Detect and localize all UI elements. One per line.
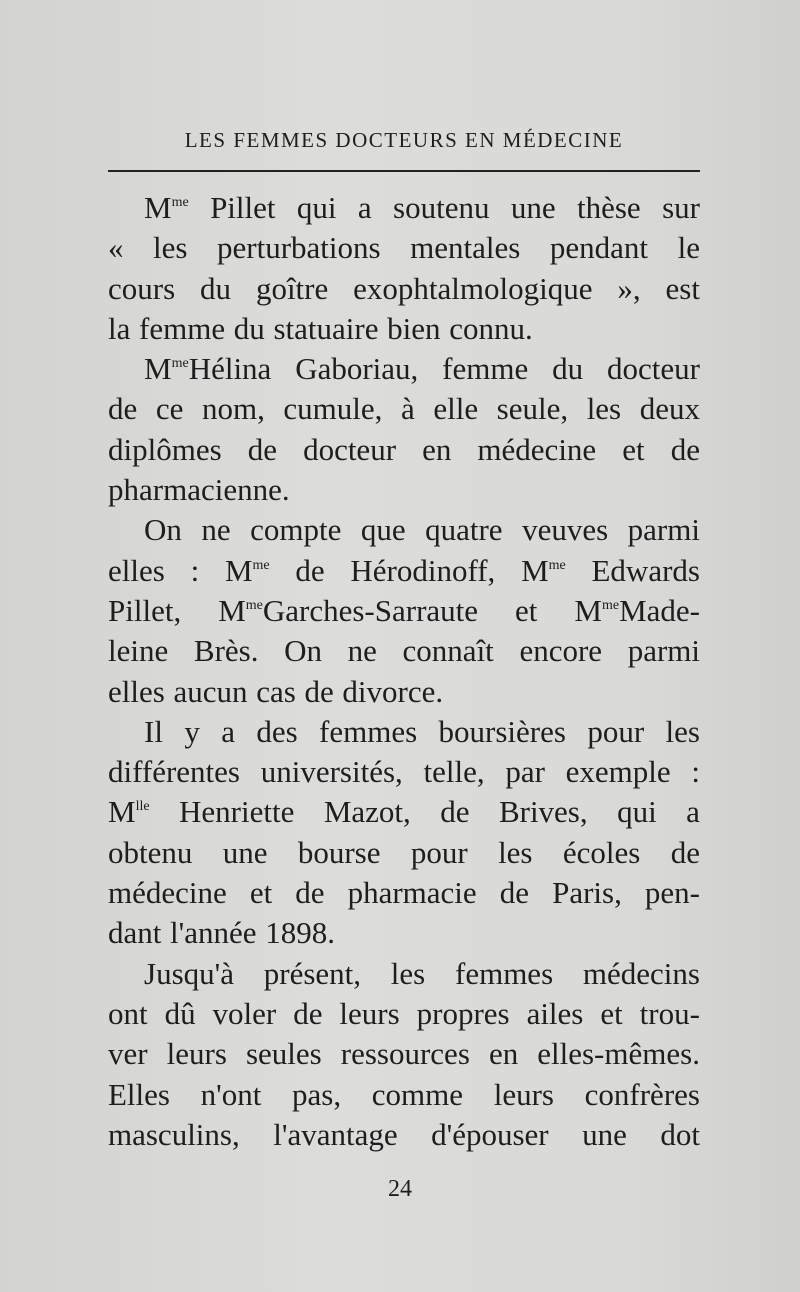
text-line: elles aucun cas de divorce. xyxy=(108,673,444,709)
text-line: Jusqu'à présent, les femmes médecins xyxy=(144,955,700,991)
text-line: médecine et de pharmacie de Paris, pen- xyxy=(108,875,700,911)
text-line: diplômes de docteur en médecine et de xyxy=(108,431,700,467)
text-line: ont dû voler de leurs propres ailes et trou- xyxy=(108,995,700,1031)
header-rule xyxy=(108,170,700,172)
text-line: différentes universités, telle, par exemple : xyxy=(108,754,700,790)
text-line: $M^{lle}$ Henriette Mazot, de Brives, qui a xyxy=(108,794,700,830)
text-line: la femme du statuaire bien connu. xyxy=(108,310,533,346)
text-line: Il y a des femmes boursières pour les xyxy=(144,713,700,749)
running-head: LES FEMMES DOCTEURS EN MÉDECINE xyxy=(184,128,624,152)
text-line: obtenu une bourse pour les écoles de xyxy=(108,834,700,870)
text-line: ver leurs seules ressources en elles-mêmes. xyxy=(108,1036,700,1072)
text-line: pharmacienne. xyxy=(108,472,290,508)
text-line: Pillet, $M^{me}Garches$-Sarraute et $M^{me}Made-$ xyxy=(108,592,700,628)
text-line: de ce nom, cumule, à elle seule, les deux xyxy=(108,391,700,427)
text-line: $M^{me}Hélina$ Gaboriau, femme du docteur xyxy=(144,351,700,387)
text-line: « les perturbations mentales pendant le xyxy=(108,230,700,266)
page-number: 24 xyxy=(388,1176,412,1202)
text-line: cours du goître exophtalmologique », est xyxy=(108,270,700,306)
text-line: Elles n'ont pas, comme leurs confrères xyxy=(108,1076,700,1112)
text-line: masculins, l'avantage d'épouser une dot xyxy=(108,1116,700,1152)
body-text xyxy=(108,190,700,1157)
text-line: elles : $M^{me}$ de Hérodinoff, $M^{me}$ Edwards xyxy=(108,552,700,588)
text-line: On ne compte que quatre veuves parmi xyxy=(144,512,700,548)
text-line: $M^{me}$ Pillet qui a soutenu une thèse sur xyxy=(144,190,700,225)
text-line: leine Brès. On ne connaît encore parmi xyxy=(108,633,700,669)
text-line: dant l'année 1898. xyxy=(108,915,335,951)
